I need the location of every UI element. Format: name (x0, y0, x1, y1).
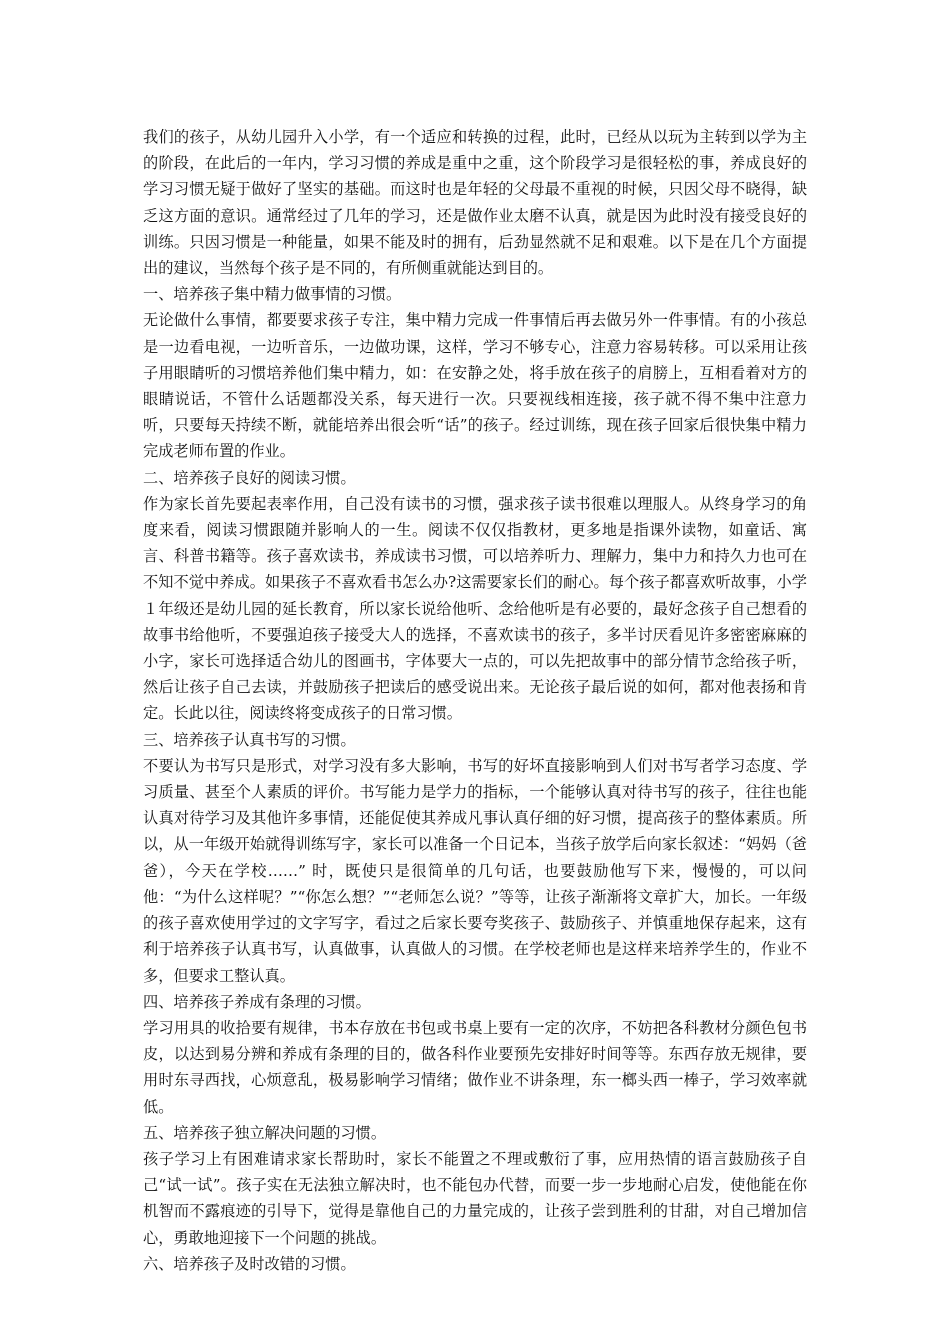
section-3-heading: 三、培养孩子认真书写的习惯。 (143, 730, 356, 749)
section-6-heading: 六、培养孩子及时改错的习惯。 (143, 1254, 356, 1273)
section-4-heading: 四、培养孩子养成有条理的习惯。 (143, 992, 371, 1011)
document-page (143, 124, 807, 1277)
section-2-heading: 二、培养孩子良好的阅读习惯。 (143, 468, 356, 487)
section-1-body: 无论做什么事情，都要要求孩子专注，集中精力完成一件事情后再去做另外一件事情。有的小孩总是一边看电视，一边听音乐，一边做功课，这样，学习不够专心，注意力容易转移。可以采用让孩子用眼睛听的习惯培养他们集中精力，如：在安静之处，将手放在孩子的肩膀上，互相看着对方的眼睛说话，不管什么话题都没关系，每天进行一次。只要视线相连接，孩子就不得不集中注意力听，只要每天持续不断，就能培养出很会听“话”的孩子。经过训练，现在孩子回家后很快集中精力完成老师布置的作业。 (143, 311, 807, 461)
section-3-body: 不要认为书写只是形式，对学习没有多大影响，书写的好坏直接影响到人们对书写者学习态度、学习质量、甚至个人素质的评价。书写能力是学力的指标，一个能够认真对待书写的孩子，往往也能认真对待学习及其他许多事情，还能促使其养成凡事认真仔细的好习惯，提高孩子的整体素质。所以，从一年级开始就得训练写字，家长可以准备一个日记本，当孩子放学后向家长叙述：“妈妈（爸爸），今天在学校……” 时，既使只是很简单的几句话，也要鼓励他写下来，慢慢的，可以问他：“为什么这样呢？”“你怎么想？”“老师怎么说？”等等，让孩子渐渐将文章扩大，加长。一年级的孩子喜欢使用学过的文字写字，看过之后家长要夸奖孩子、鼓励孩子、并慎重地保存起来，这有利于培养孩子认真书写，认真做事，认真做人的习惯。在学校老师也是这样来培养学生的，作业不多，但要求工整认真。 (143, 756, 807, 985)
section-1-heading: 一、培养孩子集中精力做事情的习惯。 (143, 285, 402, 304)
section-2-body: 作为家长首先要起表率作用，自己没有读书的习惯，强求孩子读书很难以理服人。从终身学习的角度来看，阅读习惯跟随并影响人的一生。阅读不仅仅指教材，更多地是指课外读物，如童话、寓言、科普书籍等。孩子喜欢读书，养成读书习惯，可以培养听力、理解力，集中力和持久力也可在不知不觉中养成。如果孩子不喜欢看书怎么办?这需要家长们的耐心。每个孩子都喜欢听故事，小学１年级还是幼儿园的延长教育，所以家长说给他听、念给他听是有必要的，最好念孩子自己想看的故事书给他听，不要强迫孩子接受大人的选择，不喜欢读书的孩子，多半讨厌看见许多密密麻麻的小字，家长可选择适合幼儿的图画书，字体要大一点的，可以先把故事中的部分情节念给孩子听，然后让孩子自己去读，并鼓励孩子把读后的感受说出来。无论孩子最后说的如何，都对他表扬和肯定。长此以往，阅读终将变成孩子的日常习惯。 (143, 494, 807, 723)
section-5-heading: 五、培养孩子独立解决问题的习惯。 (143, 1123, 386, 1142)
section-5-body: 孩子学习上有困难请求家长帮助时，家长不能置之不理或敷衍了事，应用热情的语言鼓励孩子自己“试一试”。孩子实在无法独立解决时，也不能包办代替，而要一步一步地耐心启发，使他能在你机智而不露痕迹的引导下，觉得是靠他自己的力量完成的，让孩子尝到胜利的甘甜，对自己增加信心，勇敢地迎接下一个问题的挑战。 (143, 1149, 807, 1247)
section-4-body: 学习用具的收拾要有规律，书本存放在书包或书桌上要有一定的次序，不妨把各科教材分颜色包书皮，以达到易分辨和养成有条理的目的，做各科作业要预先安排好时间等等。东西存放无规律，要用时东寻西找，心烦意乱，极易影响学习情绪；做作业不讲条理，东一榔头西一棒子，学习效率就低。 (143, 1018, 807, 1116)
intro-paragraph: 我们的孩子，从幼儿园升入小学，有一个适应和转换的过程，此时，已经从以玩为主转到以学为主的阶段，在此后的一年内，学习习惯的养成是重中之重，这个阶段学习是很轻松的事，养成良好的学习习惯无疑于做好了坚实的基础。而这时也是年轻的父母最不重视的时候，只因父母不晓得，缺乏这方面的意识。通常经过了几年的学习，还是做作业太磨不认真，就是因为此时没有接受良好的训练。只因习惯是一种能量，如果不能及时的拥有，后劲显然就不足和艰难。以下是在几个方面提出的建议，当然每个孩子是不同的，有所侧重就能达到目的。 (143, 128, 807, 278)
